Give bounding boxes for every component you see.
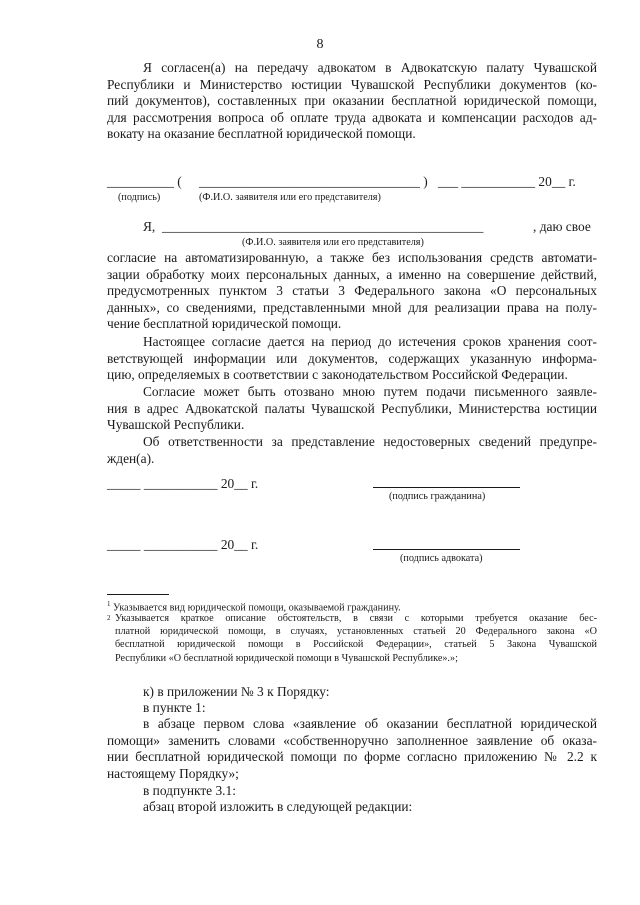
paragraph-line: чение бесплатной юридической помощи.	[107, 316, 342, 332]
consent-revoke-paragraph	[107, 384, 597, 434]
date-blank-applicant: ___ ___________ 20__ г.	[438, 174, 576, 189]
paragraph-line: данных», со сведениями, представленными мной для реализации права на полу-	[107, 299, 597, 315]
caption-citizen-signature: (подпись гражданина)	[389, 491, 486, 502]
paragraph-line: нии бесплатной юридической помощи по форме согласно приложению № 2.2 к	[107, 749, 597, 765]
amendment-subpoint: в подпункте 3.1:	[143, 783, 236, 798]
signature-line-citizen	[373, 487, 520, 488]
amendment-paragraph	[107, 716, 597, 782]
page-number: 8	[316, 37, 324, 52]
footnote-line: Указывается краткое описание обстоятельств, в связи с которыми требуется оказание бес-	[115, 613, 597, 624]
name-blank-consent: ________________________________________________	[162, 219, 484, 234]
paragraph-line: пий документов), составленных при оказании бесплатной юридической помощи,	[107, 93, 597, 109]
caption-signature: (подпись)	[118, 192, 161, 203]
paragraph-line: ния в адрес Адвокатской палаты Чувашской Республики, Министерства юстиции	[107, 400, 597, 416]
paragraph-line: в абзаце первом слова «заявление об оказании бесплатной юридической	[143, 716, 597, 731]
footnote-1-text: Указывается вид юридической помощи, оказываемой гражданину.	[113, 602, 401, 614]
footnote-2-mark-wrap	[107, 612, 111, 629]
footnote-2-mark: 2	[107, 614, 111, 622]
amendment-last-line: абзац второй изложить в следующей редакции:	[143, 799, 413, 814]
consent-start-end: , даю свое	[533, 219, 591, 234]
consent-period-paragraph	[107, 334, 597, 384]
paragraph-line: Чувашской Республики.	[107, 417, 245, 433]
paragraph-line: предусмотренных пунктом 3 статьи 3 Федерального закона «О персональных	[107, 283, 597, 299]
consent-start: Я,	[143, 219, 156, 234]
signature-line-applicant: __________ (	[107, 174, 182, 189]
paragraph-line: Республики и Министерство юстиции Чувашской Республики документов (ко-	[107, 76, 597, 92]
paragraph-line: для рассмотрения вопроса об оплате труда адвоката и компенсации расходов ад-	[107, 109, 597, 125]
paragraph-line: Я согласен(а) на передачу адвокатом в Адвокатскую палату Чувашской	[143, 60, 597, 75]
paragraph-line: помощи» заменить словами «собственноручно заполненное заявление об оказа-	[107, 732, 597, 748]
paragraph-line: жден(а).	[107, 450, 155, 466]
amendment-item-k: к) в приложении № 3 к Порядку:	[143, 684, 330, 699]
footnote-line: Республики «О бесплатной юридической помощи в Чувашской Республике».»;	[115, 652, 458, 664]
date-blank-citizen: _____ ___________ 20__ г.	[107, 476, 259, 491]
footnote-line: платной юридической помощи, в случаях, установленных статьей 20 Федерального закона «О	[115, 626, 597, 638]
name-blank-applicant: _________________________________ )	[199, 174, 428, 189]
caption-consent-name: (Ф.И.О. заявителя или его представителя)	[242, 237, 424, 248]
consent-transfer-paragraph	[107, 60, 597, 143]
paragraph-line: согласие на автоматизированную, а также без использования средств автомати-	[107, 250, 597, 265]
paragraph-line: цию, определяемых в соответствии с законодательством Российской Федерации.	[107, 367, 568, 383]
footnote-separator	[107, 594, 169, 595]
caption-applicant-name: (Ф.И.О. заявителя или его представителя)	[199, 192, 381, 203]
amendment-point-1: в пункте 1:	[143, 700, 206, 715]
date-blank-lawyer: _____ ___________ 20__ г.	[107, 537, 259, 552]
paragraph-line: Настоящее согласие дается на период до истечения сроков хранения соот-	[143, 334, 597, 349]
paragraph-line: ветствующей информации или документов, содержащих указанную информа-	[107, 350, 597, 366]
signature-line-lawyer	[373, 549, 520, 550]
footnote-1-mark: 1	[107, 600, 111, 608]
paragraph-line: зации обработку моих персональных данных, а именно на совершение действий,	[107, 266, 597, 282]
caption-lawyer-signature: (подпись адвоката)	[400, 553, 483, 564]
consent-personal-paragraph	[107, 250, 597, 333]
paragraph-line: Об ответственности за представление недостоверных сведений предупре-	[143, 434, 597, 449]
responsibility-paragraph	[107, 434, 597, 467]
paragraph-line: Согласие может быть отозвано мною путем подачи письменного заявле-	[143, 384, 597, 399]
paragraph-line: вокату на оказание бесплатной юридической помощи.	[107, 126, 416, 142]
footnote-2-text	[115, 612, 597, 665]
paragraph-line: настоящему Порядку»;	[107, 765, 239, 781]
footnote-line: бесплатной юридической помощи в Российской Федерации», статьей 5 Закона Чувашской	[115, 639, 597, 651]
